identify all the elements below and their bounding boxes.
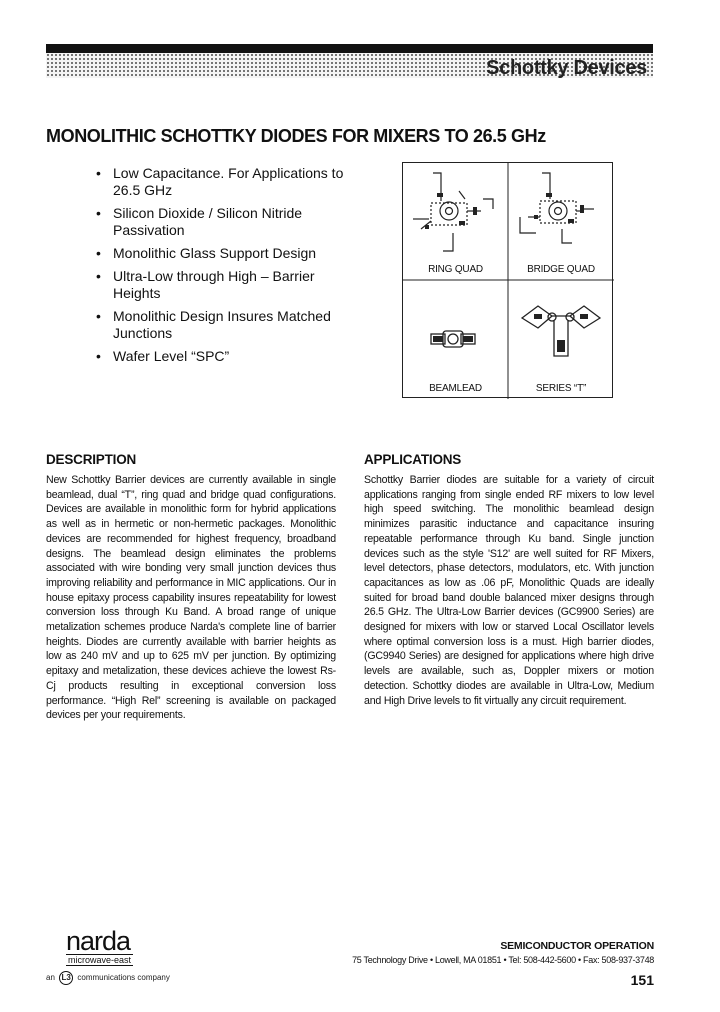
series-t-diagram [508,280,614,380]
header-band [46,44,653,78]
feature-item: • Low Capacitance. For Applications to 26.5 GHz [96,165,344,198]
applications-heading: APPLICATIONS [364,452,462,467]
header-label: Schottky Devices [486,57,647,79]
description-heading: DESCRIPTION [46,452,137,467]
feature-item: • Monolithic Glass Support Design [96,245,317,261]
beamlead-label: BEAMLEAD [429,383,482,394]
parent-company-line: an L3 communications company [46,971,170,985]
bridge-quad-cell [508,163,614,280]
feature-list [96,165,351,371]
operation-name: SEMICONDUCTOR OPERATION [500,940,654,952]
ring-quad-cell [403,163,508,280]
bridge-quad-diagram [508,163,614,268]
feature-item: • Ultra-Low through High – Barrier Heights [96,268,315,301]
beamlead-cell [403,280,508,399]
l3-logo-icon: L3 [59,971,73,985]
beamlead-diagram [403,280,508,380]
description-text: New Schottky Barrier devices are currently available in single beamlead, dual “T”, ring quad and bridge quad configurations. Devices are available in monolithic form for hybrid applications as well as in hermetic or non-hermetic packages. Monolithic devices are recommended for highest frequency, broadband designs. The beamlead design eliminates the problems associated with wire bonding very small junction devices thus improving reliability and performance in MIC applications. Our in house epitaxy process capability insures repeatability for lowest conversion loss through Ku Band. A broad range of unique metalization schemes produce Narda's complete line of barrier heights. Diodes are currently available with barrier heights as low as 240 mV and up to 625 mV per junction. By optimizing epitaxy and metalization, these devices achieve the lowest Rs-Cj products resulting in exceptional conversion loss performance. “High Rel” screening is available on packaged devices per your requirements. [46,474,336,722]
page-title: MONOLITHIC SCHOTTKY DIODES FOR MIXERS TO 26.5 GHz [46,126,546,146]
feature-item: • Wafer Level “SPC” [96,348,230,364]
bridge-quad-label: BRIDGE QUAD [527,264,595,275]
page-number: 151 [630,972,654,988]
series-t-cell [508,280,614,399]
narda-logo: narda [66,926,131,956]
narda-logo-subtitle: microwave-east [68,955,132,965]
ring-quad-diagram [403,163,508,268]
company-address: 75 Technology Drive • Lowell, MA 01851 • Tel: 508-442-5600 • Fax: 508-937-3748 [352,955,654,965]
applications-text: Schottky Barrier diodes are suitable for a variety of circuit applications ranging from single ended RF mixers to low level high speed switching. The monolithic beamlead design minimizes parasitic inductance and capacitance insuring repeatable performance through Ku band. Single junction devices such as the style 'S12' are well suited for RF Mixers, level detectors, phase detectors, modulators, etc. With junction capacitances as low as .06 pF, Monolithic Quads are ideally suited for broad band double balanced mixer designs through 26.5 GHz. The Ultra-Low Barrier devices (GC9900 Series) are designed for mixers with low or starved Local Oscillator levels where optimal conversion loss is a must. High barrier diodes, (GC9940 Series) are designed for applications where high drive levels are available, such as, Doppler mixers or motion detection. Schottky diodes are available in Ultra-Low, Medium and High Drive levels to fit virtually any circuit requirement. [364,474,654,707]
series-t-label: SERIES “T” [535,383,587,394]
ring-quad-label: RING QUAD [428,264,483,275]
device-diagram-grid [402,162,613,398]
feature-item: • Monolithic Design Insures Matched Junctions [96,308,331,341]
feature-item: • Silicon Dioxide / Silicon Nitride Passivation [96,205,303,238]
